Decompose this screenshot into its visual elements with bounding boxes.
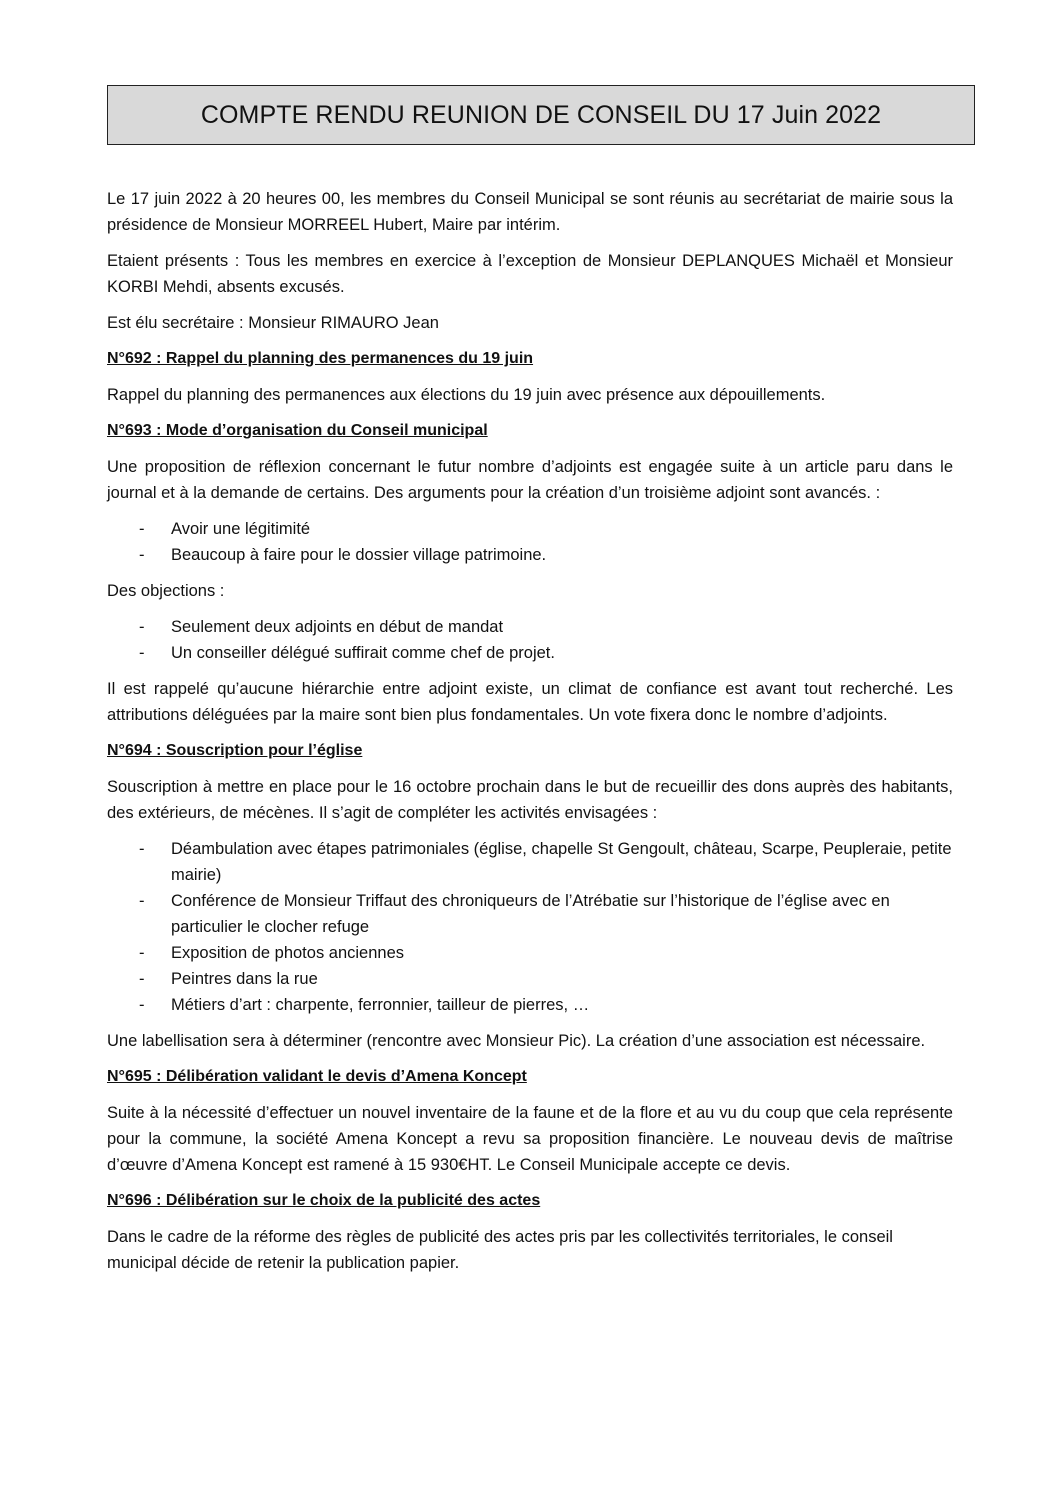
section-695-paragraph: Suite à la nécessité d’effectuer un nouvel inventaire de la faune et de la flore et au vu du coup que cela représente pour la commune, la société Amena Koncept a revu sa proposition financière. Le nouveau devis de maîtrise d’œuvre d’Amena Koncept est ramené à 15 930€HT. Le Conseil Municipale accepte ce devis. — [107, 1104, 953, 1174]
list-item-text: Peintres dans la rue — [171, 970, 318, 988]
activities-list — [107, 836, 953, 1018]
bullet-dash: - — [139, 892, 145, 910]
objections-list — [107, 614, 953, 666]
bullet-dash: - — [139, 644, 145, 662]
attendance-paragraph: Etaient présents : Tous les membres en exercice à l’exception de Monsieur DEPLANQUES Michaël et Monsieur KORBI Mehdi, absents excusés. — [107, 252, 953, 296]
section-heading-694: N°694 : Souscription pour l’église — [107, 742, 363, 759]
list-item-text: Seulement deux adjoints en début de mandat — [171, 618, 504, 636]
list-item — [107, 836, 953, 888]
list-item — [107, 516, 953, 542]
title-box — [107, 85, 975, 145]
list-item-text: Avoir une légitimité — [171, 520, 311, 538]
section-694-paragraph-1: Souscription à mettre en place pour le 16 octobre prochain dans le but de recueillir des dons auprès des habitants, des extérieurs, de mécènes. Il s’agit de compléter les activités envisagées : — [107, 778, 953, 822]
list-item-text: Métiers d’art : charpente, ferronnier, tailleur de pierres, … — [171, 996, 590, 1014]
section-693-paragraph-3: Il est rappelé qu’aucune hiérarchie entre adjoint existe, un climat de confiance est avant tout recherché. Les attributions déléguées par la maire sont bien plus fondamentales. Un vote fixera donc le nombre d’adjoints. — [107, 680, 953, 724]
list-item-text: Beaucoup à faire pour le dossier village patrimoine. — [171, 546, 547, 564]
list-item — [107, 888, 953, 940]
section-693-paragraph-1: Une proposition de réflexion concernant le futur nombre d’adjoints est engagée suite à un article paru dans le journal et à la demande de certains. Des arguments pour la création d’un troisième adjoint sont avancés. : — [107, 458, 953, 502]
list-item — [107, 966, 953, 992]
section-heading-696: N°696 : Délibération sur le choix de la publicité des actes — [107, 1192, 541, 1209]
list-item — [107, 992, 953, 1018]
list-item-text: Déambulation avec étapes patrimoniales (église, chapelle St Gengoult, château, Scarpe, Peupleraie, petite mairie) — [171, 840, 952, 884]
section-693-paragraph-2: Des objections : — [107, 582, 225, 600]
list-item — [107, 542, 953, 568]
section-692-paragraph: Rappel du planning des permanences aux élections du 19 juin avec présence aux dépouillements. — [107, 386, 826, 404]
section-heading-695: N°695 : Délibération validant le devis d’Amena Koncept — [107, 1068, 527, 1085]
bullet-dash: - — [139, 618, 145, 636]
list-item — [107, 614, 953, 640]
list-item-text: Exposition de photos anciennes — [171, 944, 404, 962]
section-heading-693: N°693 : Mode d’organisation du Conseil municipal — [107, 422, 488, 439]
arguments-list — [107, 516, 953, 568]
section-694-paragraph-2: Une labellisation sera à déterminer (rencontre avec Monsieur Pic). La création d’une association est nécessaire. — [107, 1032, 926, 1050]
list-item-text: Conférence de Monsieur Triffaut des chroniqueurs de l’Atrébatie sur l’historique de l’église avec en particulier le clocher refuge — [171, 892, 890, 936]
bullet-dash: - — [139, 546, 145, 564]
list-item — [107, 940, 953, 966]
bullet-dash: - — [139, 970, 145, 988]
intro-paragraph: Le 17 juin 2022 à 20 heures 00, les membres du Conseil Municipal se sont réunis au secrétariat de mairie sous la présidence de Monsieur MORREEL Hubert, Maire par intérim. — [107, 190, 953, 234]
bullet-dash: - — [139, 944, 145, 962]
document-body — [107, 186, 953, 1286]
section-heading-692: N°692 : Rappel du planning des permanences du 19 juin — [107, 350, 534, 367]
list-item-text: Un conseiller délégué suffirait comme chef de projet. — [171, 644, 555, 662]
document-title: COMPTE RENDU REUNION DE CONSEIL DU 17 Juin 2022 — [200, 100, 882, 129]
secretary-paragraph: Est élu secrétaire : Monsieur RIMAURO Jean — [107, 314, 439, 332]
bullet-dash: - — [139, 840, 145, 858]
bullet-dash: - — [139, 996, 145, 1014]
section-696-paragraph: Dans le cadre de la réforme des règles de publicité des actes pris par les collectivités territoriales, le conseil municipal décide de retenir la publication papier. — [107, 1228, 893, 1272]
bullet-dash: - — [139, 520, 145, 538]
list-item — [107, 640, 953, 666]
